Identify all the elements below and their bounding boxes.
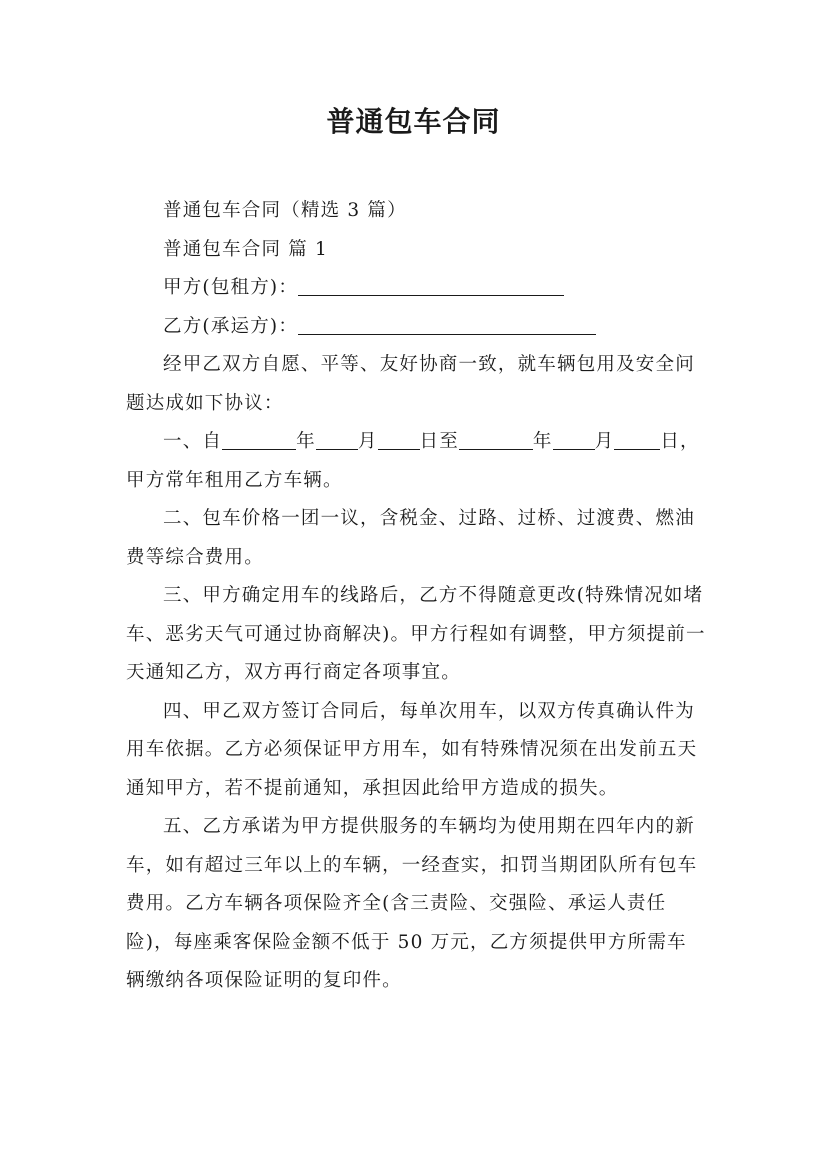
- clause-2: 二、包车价格一团一议，含税金、过路、过桥、过渡费、燃油费等综合费用。: [126, 508, 695, 568]
- document-title: 普通包车合同: [326, 105, 501, 138]
- party-b-line: [126, 308, 706, 347]
- clause-1-day-to-label: 日至: [419, 431, 459, 452]
- start-month-blank: [316, 431, 358, 450]
- clause-1-tail: 日，甲方常年租用乙方车辆。: [126, 431, 700, 491]
- start-day-blank: [378, 431, 420, 450]
- section-heading: 普通包车合同 篇 1: [163, 238, 329, 260]
- start-year-blank: [222, 431, 296, 450]
- end-month-blank: [553, 431, 595, 450]
- end-day-blank: [614, 431, 660, 450]
- party-b-blank: [298, 316, 596, 335]
- document-body: [126, 192, 706, 1001]
- party-a-blank: [298, 277, 564, 296]
- end-year-blank: [459, 431, 533, 450]
- clause-4: 四、甲乙双方签订合同后，每单次用车，以双方传真确认件为用车依据。乙方必须保证甲方用车，如有特殊情况须在出发前五天通知甲方，若不提前通知，承担因此给甲方造成的损失。: [126, 700, 698, 799]
- clause-3: 三、甲方确定用车的线路后，乙方不得随意更改(特殊情况如堵车、恶劣天气可通过协商解决)。甲方行程如有调整，甲方须提前一天通知乙方，双方再行商定各项事宜。: [126, 585, 706, 683]
- subtitle: 普通包车合同（精选 3 篇）: [163, 200, 407, 221]
- party-a-line: [126, 269, 706, 308]
- intro-paragraph: 经甲乙双方自愿、平等、友好协商一致，就车辆包用及安全问题达成如下协议：: [126, 354, 695, 414]
- party-b-label: 乙方(承运方)：: [163, 315, 299, 337]
- clause-1-month2-label: 月: [594, 431, 615, 452]
- clause-1-year-label: 年: [296, 431, 316, 452]
- clause-5: 五、乙方承诺为甲方提供服务的车辆均为使用期在四年内的新车，如有超过三年以上的车辆，一经查实，扣罚当期团队所有包车费用。乙方车辆各项保险齐全(含三责险、交强险、承运人责任险)，每座乘客保险金额不低于 50 万元，乙方须提供甲方所需车辆缴纳各项保险证明的复印件。: [126, 816, 698, 991]
- clause-1-lead: 一、自: [163, 431, 223, 452]
- clause-1-year2-label: 年: [532, 431, 553, 452]
- party-a-label: 甲方(包租方)：: [163, 277, 299, 298]
- clause-1-month-label: 月: [357, 431, 378, 452]
- clause-1: [126, 423, 706, 500]
